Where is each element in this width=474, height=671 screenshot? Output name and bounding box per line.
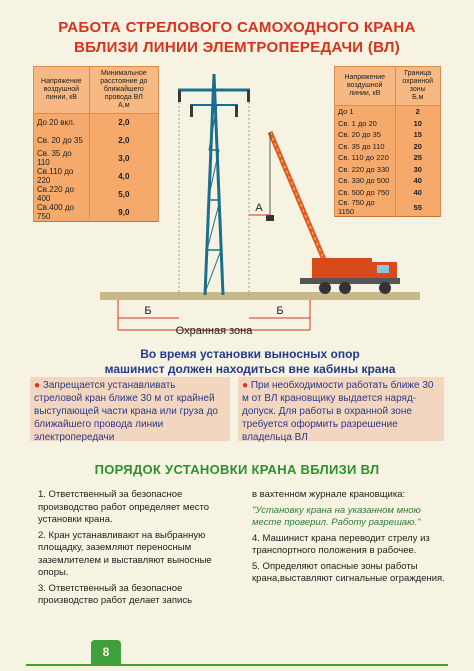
voltage-cell: Св. 750 до 1150 bbox=[335, 198, 396, 217]
crane bbox=[266, 132, 400, 294]
step-5: 5. Определяют опасные зоны работы крана,выставляют сигнальные ограждения. bbox=[252, 560, 445, 584]
section-title: ПОРЯДОК УСТАНОВКИ КРАНА ВБЛИЗИ ВЛ bbox=[94, 462, 380, 477]
table-header-distance: Минимальное расстояние до ближайшего провода ВЛ А,м bbox=[89, 67, 158, 114]
voltage-cell: Св. 330 до 500 bbox=[335, 175, 396, 187]
voltage-cell: Св. 500 до 750 bbox=[335, 187, 396, 199]
label-b-right: Б bbox=[276, 305, 284, 317]
bullet-icon: ● bbox=[34, 380, 41, 391]
value-cell: 2 bbox=[395, 106, 441, 118]
prohibition-text: Запрещается устанавливать стреловой кран ближе 30 м от крайней выступающей части крана или груза до ближайшего провода линии электропередачи bbox=[34, 380, 218, 443]
voltage-cell: Св. 110 до 220 bbox=[335, 152, 396, 164]
ground bbox=[100, 292, 420, 300]
value-cell: 4,0 bbox=[89, 167, 158, 185]
step-2: 2. Кран устанавливают на выбранную площадку, заземляют переносным заземлителем и выставляют выносные опоры. bbox=[38, 529, 212, 578]
voltage-cell: Св.110 до 220 bbox=[34, 167, 90, 185]
value-cell: 3,0 bbox=[89, 149, 158, 167]
permit-text: При необходимости работать ближе 30 м от ВЛ крановщику выдается наряд-допуск. Для работы в охранной зоне требуется оформить разрешение владельца ВЛ bbox=[242, 380, 434, 443]
value-cell: 2,0 bbox=[89, 114, 158, 132]
step-1: 1. Ответственный за безопасное производство работ определяет место установки крана. bbox=[38, 489, 210, 525]
cabin-caption bbox=[90, 347, 410, 377]
voltage-cell: Св. 20 до 35 bbox=[34, 132, 90, 150]
bullet-icon: ● bbox=[242, 380, 249, 391]
value-cell: 55 bbox=[395, 198, 441, 217]
value-cell: 30 bbox=[395, 164, 441, 176]
voltage-cell: Св. 20 до 35 bbox=[335, 129, 396, 141]
voltage-cell: Св.220 до 400 bbox=[34, 185, 90, 203]
value-cell: 9,0 bbox=[89, 203, 158, 222]
footer-divider bbox=[26, 664, 448, 666]
label-a: А bbox=[255, 202, 263, 214]
permit-warning bbox=[238, 377, 444, 441]
power-line-tower bbox=[178, 74, 250, 295]
value-cell: 25 bbox=[395, 152, 441, 164]
voltage-cell: Св. 220 до 330 bbox=[335, 164, 396, 176]
table-header-zone: Граница охранной зоны Б,м bbox=[395, 67, 441, 106]
value-cell: 40 bbox=[395, 187, 441, 199]
value-cell: 40 bbox=[395, 175, 441, 187]
title-line-1: РАБОТА СТРЕЛОВОГО САМОХОДНОГО КРАНА bbox=[58, 19, 416, 36]
value-cell: 10 bbox=[395, 118, 441, 130]
table-header-voltage: Напряжение воздушной линии, кВ bbox=[34, 67, 90, 114]
steps-right-column bbox=[252, 489, 450, 589]
voltage-cell: Св.400 до 750 bbox=[34, 203, 90, 222]
value-cell: 5,0 bbox=[89, 185, 158, 203]
caption-line-2: машинист должен находиться вне кабины крана bbox=[104, 362, 396, 376]
page-number: 8 bbox=[91, 640, 121, 664]
step-3-continued: в вахтенном журнале крановщика: bbox=[252, 489, 406, 500]
value-cell: 2,0 bbox=[89, 132, 158, 150]
value-cell: 15 bbox=[395, 129, 441, 141]
step-4: 4. Машинист крана переводит стрелу из транспортного положения в рабочее. bbox=[252, 532, 430, 556]
label-b-left: Б bbox=[144, 305, 152, 317]
voltage-cell: Св. 35 до 110 bbox=[335, 141, 396, 153]
voltage-cell: До 20 вкл. bbox=[34, 114, 90, 132]
table-header-voltage: Напряжение воздушной линии, кВ bbox=[335, 67, 396, 106]
prohibition-warning bbox=[30, 377, 230, 441]
step-3: 3. Ответственный за безопасное производство работ делает запись bbox=[38, 582, 193, 606]
journal-quote: "Установку крана на указанном мною месте проверил. Работу разрешаю." bbox=[252, 504, 421, 528]
voltage-cell: Св. 1 до 20 bbox=[335, 118, 396, 130]
title-line-2: ВБЛИЗИ ЛИНИИ ЭЛЕМТРОПЕРЕДАЧИ (ВЛ) bbox=[73, 39, 401, 56]
voltage-cell: Св. 35 до 110 bbox=[34, 149, 90, 167]
steps-left-column bbox=[38, 489, 234, 611]
caption-line-1: Во время установки выносных опор bbox=[140, 347, 360, 361]
voltage-cell: До 1 bbox=[335, 106, 396, 118]
value-cell: 20 bbox=[395, 141, 441, 153]
zone-label: Охранная зона bbox=[175, 325, 253, 337]
